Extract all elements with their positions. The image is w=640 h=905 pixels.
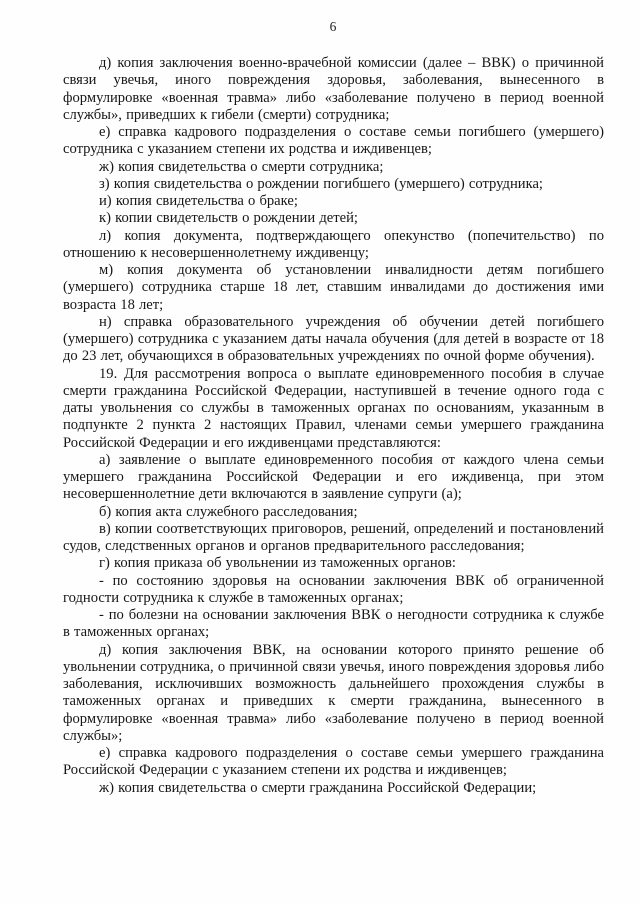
- item-zh-death-certificate: ж) копия свидетельства о смерти сотрудника;: [99, 158, 384, 175]
- item-m-disability-document: м) копия документа об установлении инвалидности детям погибшего (умершего) сотрудника старше 18 лет, ставшим инвалидами до достижения ими возраста 18 лет;: [63, 262, 604, 313]
- item-e2-family-certificate: е) справка кадрового подразделения о составе семьи умершего гражданина Российской Федерации с указанием степени их родства и иждивенцев;: [63, 745, 604, 779]
- item-k-children-birth-certs: к) копии свидетельств о рождении детей;: [99, 210, 358, 227]
- item-v-court-decisions: в) копии соответствующих приговоров, решений, определений и постановлений судов, следственных органов и органов предварительного расследования;: [63, 520, 604, 554]
- item-a-application: а) заявление о выплате единовременного пособия от каждого члена семьи умершего гражданина Российской Федерации и его иждивенца, при этом несовершеннолетние дети включаются в заявление супруги (а);: [63, 451, 604, 503]
- clause-19: 19. Для рассмотрения вопроса о выплате единовременного пособия в случае смерти гражданина Российской Федерации, наступившей в течение одного года с даты увольнения со службы в таможенных органах по основаниям, указанным в подпункте 2 пункта 2 настоящих Правил, членами семьи умершего гражданина Российской Федерации и его иждивенцами представляются:: [63, 365, 604, 451]
- item-i-marriage-certificate: и) копия свидетельства о браке;: [99, 193, 298, 209]
- document-body: [63, 55, 604, 797]
- item-b-investigation-act: б) копия акта служебного расследования;: [99, 503, 358, 520]
- item-zh2-death-certificate: ж) копия свидетельства о смерти гражданина Российской Федерации;: [99, 779, 537, 796]
- item-d2-vvk-conclusion: д) копия заключения ВВК, на основании которого принято решение об увольнении сотрудника, о причинной связи увечья, иного повреждения здоровья либо заболевания, исключивших возможность дальнейшего прохождения службы в таможенных органах и приведших к смерти гражданина, вынесенного в формулировке «военная травма» либо «заболевание получено в период военной службы»;: [63, 641, 604, 744]
- item-n-education-certificate: н) справка образовательного учреждения об обучении детей погибшего (умершего) сотрудника с указанием даты начала обучения (для детей в возрасте от 18 до 23 лет, обучающихся в образовательных учреждениях по очной форме обучения).: [63, 313, 604, 365]
- dash-illness-dismissal: - по болезни на основании заключения ВВК о негодности сотрудника к службе в таможенных органах;: [63, 607, 604, 641]
- item-d-vvk-conclusion: д) копия заключения военно-врачебной комиссии (далее – ВВК) о причинной связи увечья, иного повреждения здоровья, заболевания, вынесенного в формулировке «военная травма» либо «заболевание получено в период военной службы», приведших к гибели (смерти) сотрудника;: [63, 55, 604, 123]
- item-g-dismissal-order: г) копия приказа об увольнении из таможенных органов:: [99, 555, 456, 572]
- item-z-birth-certificate: з) копия свидетельства о рождении погибшего (умершего) сотрудника;: [99, 175, 543, 192]
- page-number: 6: [329, 19, 337, 34]
- item-l-guardianship-document: л) копия документа, подтверждающего опекунство (попечительство) по отношению к несовершеннолетнему иждивенцу;: [63, 227, 604, 261]
- item-e-family-certificate: е) справка кадрового подразделения о составе семьи погибшего (умершего) сотрудника с указанием степени их родства и иждивенцев;: [63, 124, 604, 158]
- dash-health-dismissal: - по состоянию здоровья на основании заключения ВВК об ограниченной годности сотрудника к службе в таможенных органах;: [63, 572, 604, 606]
